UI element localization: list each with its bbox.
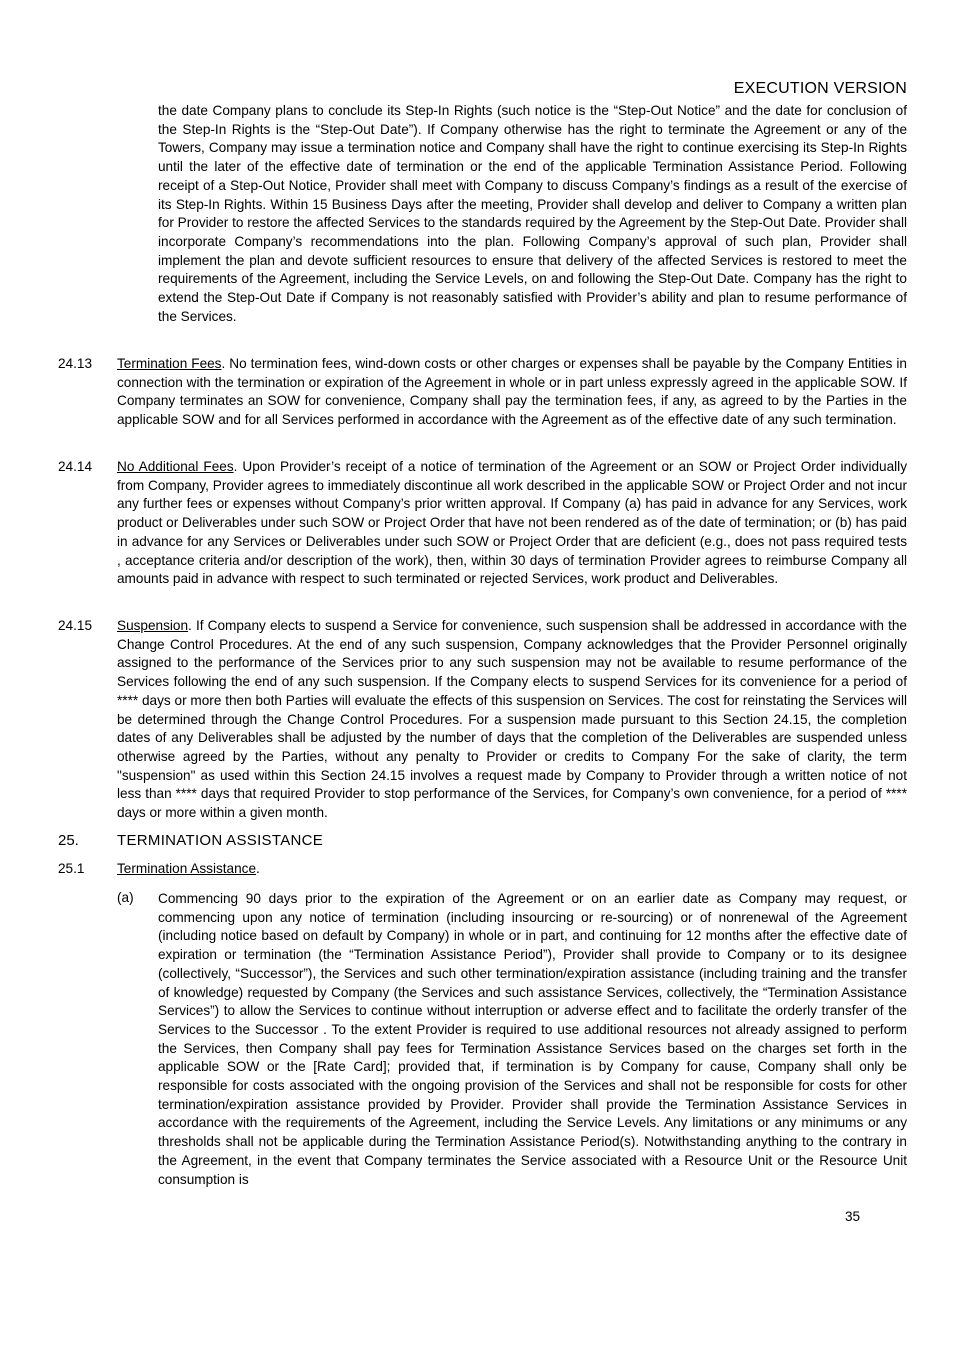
step-out-continuation-paragraph: the date Company plans to conclude its Step-In Rights (such notice is the “Step-Out Notice” and the date for conclusion of the Step-In Rights is the “Step-Out Date”). If Company otherwise has the right to terminate the Agreement or any of the Towers, Company may issue a termination notice and Company shall have the right to continue exercising its Step-In Rights until the later of the effective date of termination or the end of the applicable Termination Assistance Period. Following receipt of a Step-Out Notice, Provider shall meet with Company to discuss Company’s findings as a result of the exercise of its Step-In Rights. Within 15 Business Days after the meeting, Provider shall develop and deliver to Company a written plan for Provider to restore the affected Services to the standards required by the Agreement by the Step-Out Date. Provider shall incorporate Company’s recommendations into the plan. Following Company’s approval of such plan, Provider shall implement the plan and devote sufficient resources to ensure that delivery of the affected Services is restored to meet the requirements of the Agreement, including the Service Levels, on and following the Step-Out Date. Company has the right to extend the Step-Out Date if Company is not reasonably satisfied with Provider’s ability and plan to resume performance of the Services. bbox=[158, 103, 907, 324]
clause-24-14-text: . Upon Provider’s receipt of a notice of termination of the Agreement or an SOW or Project Order individually from Company, Provider agrees to immediately discontinue all work described in the applicable SOW or Project Order and not incur any further fees or expenses without Company’s prior written approval. If Company (a) has paid in advance for any Services, work product or Deliverables under such SOW or Project Order that have not been rendered as of the date of termination; or (b) has paid in advance for any Services or Deliverables under such SOW or Project Order that are deficient (e.g., does not pass required tests , acceptance criteria and/or description of the work), then, within 30 days of termination Provider agrees to reimburse Company all amounts paid in advance with respect to such terminated or rejected Services, work product and Deliverables. bbox=[117, 459, 907, 587]
clause-number-24-13: 24.13 bbox=[58, 356, 93, 371]
subsection-title bbox=[117, 861, 260, 876]
clause-24-15-text: . If Company elects to suspend a Service for convenience, such suspension shall be addressed in accordance with the Change Control Procedures. At the end of any such suspension, Company acknowledges that the Provider Personnel originally assigned to the performance of the Services prior to any such suspension may not be available to resume performance of the Services following the end of any such suspension. If the Company elects to suspend Services for its convenience for a period of **** days or more then both Parties will evaluate the effects of this suspension on Services. The cost for reinstating the Services will be determined through the Change Control Procedures. For a suspension made pursuant to this Section 24.15, the completion dates of any Deliverables shall be adjusted by the number of days that the completion of the Deliverables are suspended unless otherwise agreed by the Parties, without any penalty to Provider or credits to Company For the sake of clarity, the term "suspension" as used within this Section 24.15 involves a request made by Company to Provider through a written notice of not less than **** days that required Provider to stop performance of the Services, for Company’s own convenience, for a period of **** days or more within a given month. bbox=[117, 618, 907, 821]
item-a-label: (a) bbox=[117, 890, 134, 905]
clause-24-13-paragraph bbox=[117, 355, 907, 430]
clause-24-13-heading: Termination Fees bbox=[117, 356, 222, 371]
item-a-paragraph: Commencing 90 days prior to the expiration of the Agreement or on an earlier date as Company may request, or commencing upon any notice of termination (including insourcing or re-sourcing) or of nonrenewal of the Agreement (including notice based on default by Company) in whole or in part, and continuing for 12 months after the effective date of expiration or termination (the “Termination Assistance Period”), Provider shall provide to Company or to its designee (collectively, “Successor”), the Services and such other termination/expiration assistance (including training and the transfer of knowledge) requested by Company (the Services and such assistance Services, collectively, the “Termination Assistance Services”) to allow the Services to continue without interruption or adverse effect and to facilitate the orderly transfer of the Services to the Successor . To the extent Provider is required to use additional resources not already assigned to perform the Services, then Company shall pay fees for Termination Assistance Services based on the charges set forth in the applicable SOW or the [Rate Card]; provided that, if termination is by Company for cause, Company shall only be responsible for costs associated with the ongoing provision of the Services and shall not be responsible for costs for other termination/expiration assistance provided by Provider. Provider shall provide the Termination Assistance Services in accordance with the requirements of the Agreement, including the Service Levels. Any limitations or any minimums or any thresholds shall not be applicable during the Termination Assistance Period(s). Notwithstanding anything to the contrary in the Agreement, in the event that Company terminates the Service associated with a Resource Unit or the Resource Unit consumption is bbox=[158, 891, 907, 1187]
clause-24-15-heading: Suspension bbox=[117, 618, 189, 633]
subsection-number-25-1: 25.1 bbox=[58, 861, 85, 876]
clause-24-13-text: . No termination fees, wind-down costs or other charges or expenses shall be payable by the Company Entities in connection with the termination or expiration of the Agreement in whole or in part unless expressly agreed in the applicable SOW. If Company terminates an SOW for convenience, Company shall pay the termination fees, if any, as agreed to by the Parties in the applicable SOW and for all Services performed in accordance with the Agreement as of the effective date of any such termination. bbox=[117, 356, 907, 428]
subsection-title-text: Termination Assistance bbox=[117, 861, 257, 876]
clause-number-24-14: 24.14 bbox=[58, 459, 93, 474]
clause-number-24-15: 24.15 bbox=[58, 618, 93, 633]
subsection-title-suffix: . bbox=[256, 861, 260, 876]
clause-24-14-paragraph bbox=[117, 458, 907, 589]
execution-version-header: EXECUTION VERSION bbox=[733, 80, 907, 97]
section-title-termination-assistance: TERMINATION ASSISTANCE bbox=[117, 832, 324, 849]
page-number: 35 bbox=[845, 1209, 861, 1224]
clause-24-14-heading: No Additional Fees bbox=[117, 459, 234, 474]
clause-24-15-paragraph bbox=[117, 617, 907, 823]
section-number-25: 25. bbox=[58, 832, 79, 849]
